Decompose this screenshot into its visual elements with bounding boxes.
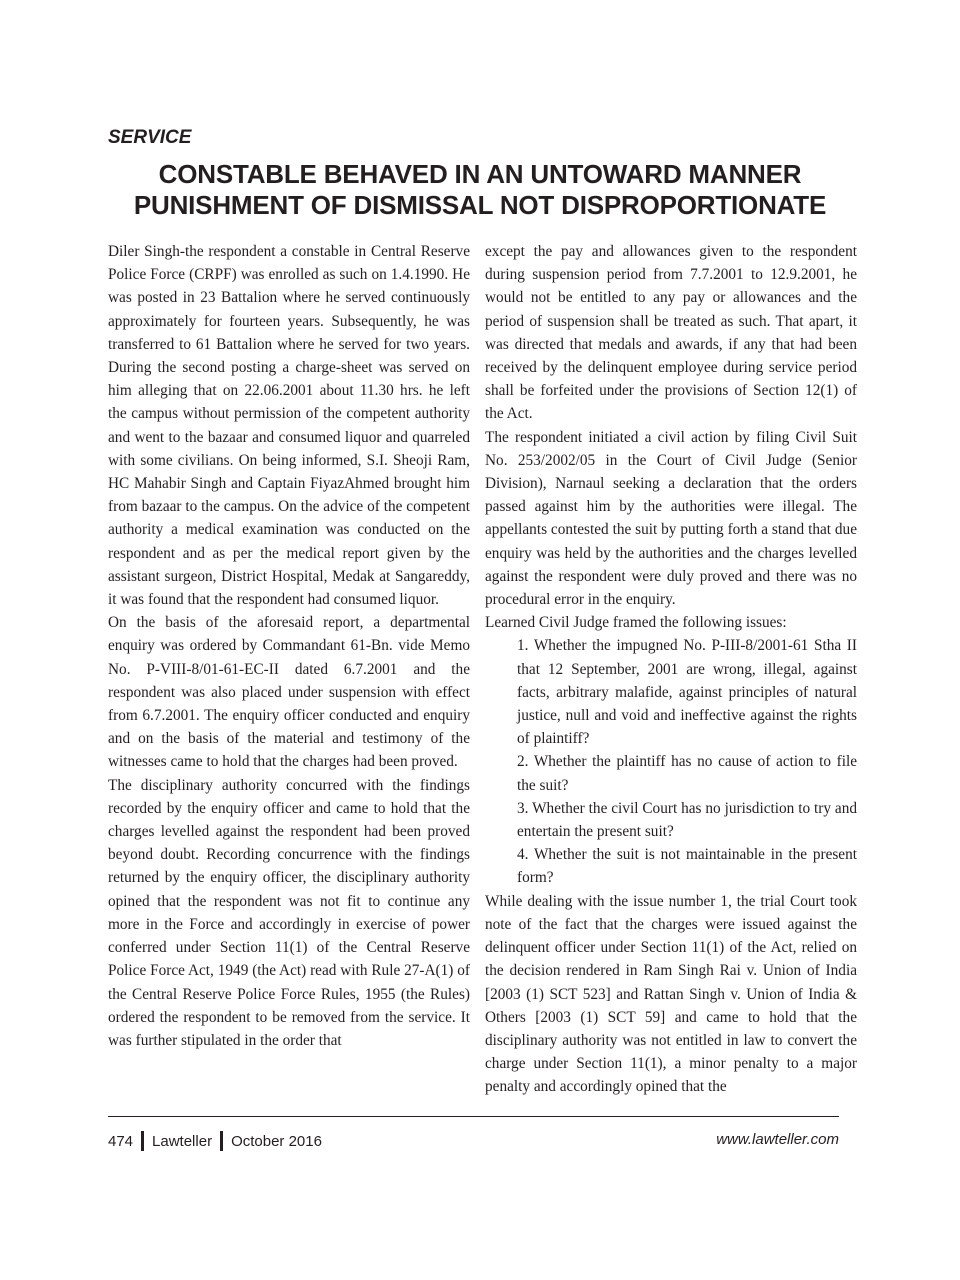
- issue-item: 2. Whether the plaintiff has no cause of action to file the suit?: [517, 753, 857, 794]
- website-link[interactable]: www.lawteller.com: [716, 1131, 839, 1148]
- paragraph: Diler Singh-the respondent a constable in Central Reserve Police Force (CRPF) was enrolled as such on 1.4.1990. He was posted in 23 Battalion where he served continuously approximately for fourteen years. Subsequently, he was transferred to 61 Battalion where he served for two years. During the second posting a charge-sheet was served on him alleging that on 22.06.2001 about 11.30 hrs. he left the campus without permission of the competent authority and went to the bazaar and consumed liquor and quarreled with some civilians. On being informed, S.I. Sheoji Ram, HC Mahabir Singh and Captain FiyazAhmed brought him from bazaar to the campus. On the advice of the competent authority a medical examination was conducted on the respondent and as per the medical report given by the assistant surgeon, District Hospital, Medak at Sangareddy, it was found that the respondent had consumed liquor.: [108, 243, 470, 609]
- issue-date: October 2016: [231, 1132, 322, 1150]
- paragraph: On the basis of the aforesaid report, a departmental enquiry was ordered by Commandant 61-Bn. vide Memo No. P-VIII-8/01-61-EC-II dated 6.7.2001 and the respondent was also placed under suspension with effect from 6.7.2001. The enquiry officer conducted and enquiry and on the basis of the material and testimony of the witnesses came to hold that the charges had been proved.: [108, 614, 470, 771]
- paragraph: except the pay and allowances given to the respondent during suspension period from 7.7.2001 to 12.9.2001, he would not be entitled to any pay or allowances and the period of suspension shall be treated as such. That apart, it was directed that medals and awards, if any that had been received by the delinquent employee during service period shall be forfeited under the provisions of Section 12(1) of the Act.: [485, 243, 857, 423]
- page-footer: [108, 1131, 839, 1153]
- paragraph: The respondent initiated a civil action by filing Civil Suit No. 253/2002/05 in the Court of Civil Judge (Senior Division), Narnaul seeking a declaration that the orders passed against him by the authorities were illegal. The appellants contested the suit by putting forth a stand that due enquiry was held by the authorities and the charges levelled against the respondent were duly proved and there was no procedural error in the enquiry.: [485, 428, 857, 609]
- left-column: [108, 240, 470, 1052]
- issue-item: 4. Whether the suit is not maintainable in the present form?: [517, 846, 857, 887]
- right-column: [485, 240, 857, 1099]
- footer-separator: [220, 1131, 223, 1151]
- publication-name: Lawteller: [152, 1132, 213, 1150]
- section-label: SERVICE: [108, 127, 192, 148]
- article-title-line-1: CONSTABLE BEHAVED IN AN UNTOWARD MANNER: [158, 159, 802, 189]
- article-title-line-2: PUNISHMENT OF DISMISSAL NOT DISPROPORTIONATE: [133, 190, 827, 220]
- paragraph: The disciplinary authority concurred with the findings recorded by the enquiry officer and came to hold that the charges levelled against the respondent had been proved beyond doubt. Recording concurrence with the findings returned by the enquiry officer, the disciplinary authority opined that the respondent was not fit to continue any more in the Force and accordingly in exercise of power conferred under Section 11(1) of the Central Reserve Police Force Act, 1949 (the Act) read with Rule 27-A(1) of the Central Reserve Police Force Rules, 1955 (the Rules) ordered the respondent to be removed from the service. It was further stipulated in the order that: [108, 776, 470, 1049]
- paragraph: While dealing with the issue number 1, the trial Court took note of the fact that the charges were issued against the delinquent officer under Section 11(1) of the Act, relied on the decision rendered in Ram Singh Rai v. Union of India [2003 (1) SCT 523] and Rattan Singh v. Union of India & Others [2003 (1) SCT 59] and came to hold that the disciplinary authority was not entitled in law to convert the charge under Section 11(1), a minor penalty to a major penalty and accordingly opined that the: [485, 892, 857, 1096]
- issue-item: 3. Whether the civil Court has no jurisdiction to try and entertain the present suit?: [517, 799, 857, 841]
- footer-separator: [141, 1131, 144, 1151]
- page-number: 474: [108, 1132, 134, 1150]
- paragraph: Learned Civil Judge framed the following issues:: [485, 614, 787, 632]
- issue-item: 1. Whether the impugned No. P-III-8/2001-61 Stha II that 12 September, 2001 are wrong, illegal, against facts, arbitrary malafide, against principles of natural justice, null and void and ineffective against the rights of plaintiff?: [517, 637, 857, 748]
- footer-rule: [108, 1116, 839, 1117]
